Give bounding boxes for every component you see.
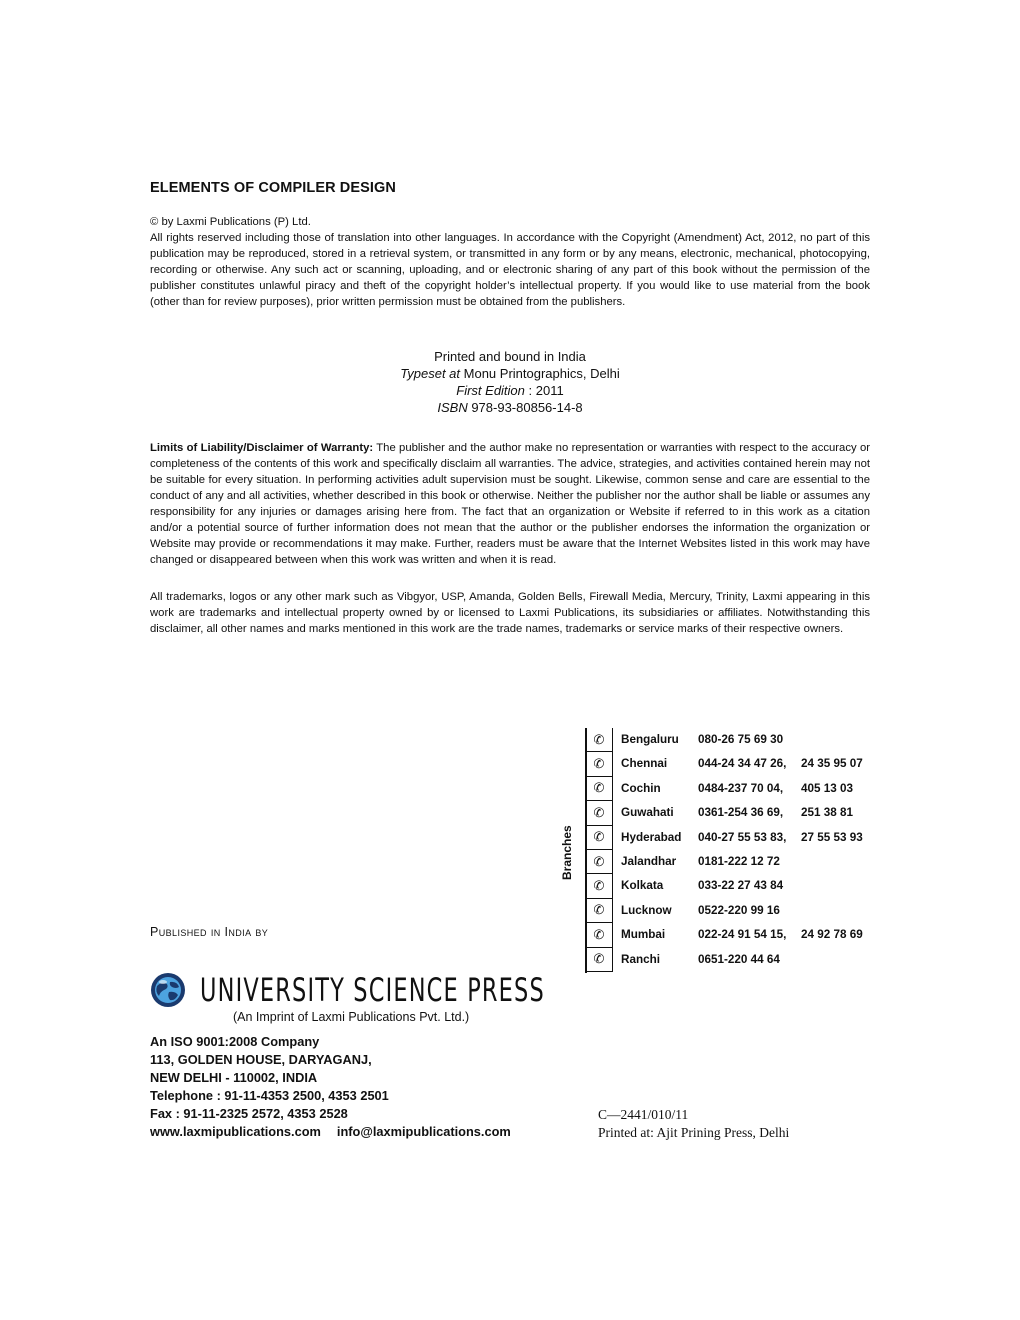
branch-phone: 040-27 55 53 83, — [698, 830, 787, 844]
disclaimer — [150, 440, 870, 568]
phone-icon: ✆ — [587, 850, 613, 874]
printed-bound: Printed and bound in India — [434, 349, 586, 364]
typeset-value: Monu Printographics, Delhi — [463, 366, 620, 381]
branch-city: Bengaluru — [621, 733, 679, 746]
branch-city: Ranchi — [621, 952, 660, 966]
branch-row — [585, 826, 885, 850]
disclaimer-heading: Limits of Liability/Disclaimer of Warranty: — [150, 442, 374, 454]
branch-phone-alt: 251 38 81 — [801, 806, 853, 820]
edition-label: First Edition — [456, 383, 525, 398]
address-line: Fax : 91-11-2325 2572, 4353 2528 — [150, 1106, 348, 1121]
branch-city: Mumbai — [621, 928, 666, 942]
contact-line — [150, 1123, 511, 1141]
edition-value: : 2011 — [528, 383, 564, 398]
phone-icon: ✆ — [587, 752, 613, 776]
published-by: Published in India by — [150, 925, 269, 939]
phone-icon: ✆ — [587, 923, 613, 947]
phone-icon: ✆ — [587, 948, 613, 972]
branch-phone: 0651-220 44 64 — [698, 952, 780, 966]
branch-phone: 022-24 91 54 15, — [698, 928, 787, 942]
typeset-line — [150, 365, 870, 382]
copyright-holder: © by Laxmi Publications (P) Ltd. — [150, 216, 311, 228]
branch-phone: 080-26 75 69 30 — [698, 733, 784, 746]
copyright-notice — [150, 214, 870, 310]
branch-phone: 0181-222 12 72 — [698, 855, 780, 868]
branch-row — [585, 801, 885, 825]
book-title: ELEMENTS OF COMPILER DESIGN — [150, 180, 396, 196]
publisher-address — [150, 1033, 511, 1141]
imprint-line: (An Imprint of Laxmi Publications Pvt. Ltd.) — [233, 1010, 470, 1024]
website: www.laxmipublications.com — [150, 1124, 321, 1139]
branch-row — [585, 752, 885, 776]
printer-info — [598, 1106, 789, 1142]
phone-icon: ✆ — [587, 874, 613, 898]
trademarks-notice: All trademarks, logos or any other mark such as Vibgyor, USP, Amanda, Golden Bells, Firewall Media, Mercury, Trinity, Laxmi appearing in this work are trademarks and intellectual property owned by or licensed to Laxmi Publications, its subsidiaries or affiliates. Notwithstanding this disclaimer, all other names and marks mentioned in this work are the trade names, trademarks or service marks of their respective owners. — [150, 591, 870, 635]
copyright-text: All rights reserved including those of translation into other languages. In accordance with the Copyright (Amendment) Act, 2012, no part of this publication may be reproduced, stored in a retrieval system, or transmitted in any form or by any means, electronic, mechanical, photocopying, recording or otherwise. Any such act or scanning, uploading, and or electronic sharing of any part of this book without the permission of the publisher constitutes unlawful piracy and theft of the copyright holder’s intellectual property. If you would like to use material from the book (other than for review purposes), prior written permission must be obtained from the publishers. — [150, 232, 870, 308]
press-name: UNIVERSITY SCIENCE PRESS — [200, 971, 545, 1009]
edition-line — [150, 382, 870, 399]
branch-city: Guwahati — [621, 806, 674, 820]
typeset-label: Typeset at — [400, 366, 461, 381]
phone-icon: ✆ — [587, 801, 613, 825]
isbn-label: ISBN — [437, 400, 468, 415]
email: info@laxmipublications.com — [336, 1124, 511, 1139]
branch-phone-alt: 27 55 53 93 — [801, 830, 863, 844]
branch-phone: 0522-220 99 16 — [698, 903, 780, 917]
phone-icon: ✆ — [587, 899, 613, 923]
branch-city: Cochin — [621, 781, 661, 795]
isbn-line — [150, 399, 870, 416]
phone-icon: ✆ — [587, 777, 613, 801]
branch-city: Kolkata — [621, 879, 664, 893]
isbn-value: 978-93-80856-14-8 — [471, 400, 583, 415]
branches-label: Branches — [560, 825, 574, 880]
address-line: An ISO 9001:2008 Company — [150, 1034, 320, 1049]
branch-city: Jalandhar — [621, 855, 677, 868]
disclaimer-text: The publisher and the author make no representation or warranties with respect to the accuracy or completeness of the contents of this work and specifically disclaim all warranties. The advice, strategies, and activities contained herein may not be suitable for every situation. In performing activities adult supervision must be sought. Likewise, common sense and care are essential to the conduct of any and all activities, whether described in this book or otherwise. Neither the publisher nor the author shall be liable or assumes any responsibility for any injuries or damages arising here from. The fact that an organization or Website if referred to in this work as a citation and/or a potential source of further information does not mean that the author or the publisher endorses the information the organization or Website may provide or recommendations it may make. Further, readers must be aware that the Internet Websites listed in this work may have changed or disappeared between when this work was written and when it is read. — [150, 442, 870, 566]
printed-at: Printed at: Ajit Prining Press, Delhi — [598, 1125, 790, 1140]
branch-phone: 0484-237 70 04, — [698, 781, 784, 795]
phone-icon: ✆ — [587, 728, 613, 752]
globe-logo-icon — [150, 972, 186, 1008]
branch-city: Hyderabad — [621, 830, 682, 844]
branch-row — [585, 874, 885, 898]
branch-phone: 0361-254 36 69, — [698, 806, 784, 820]
branch-row — [585, 728, 885, 752]
branch-row — [585, 899, 885, 923]
branch-phone-alt: 405 13 03 — [801, 781, 853, 795]
branch-phone-alt: 24 35 95 07 — [801, 757, 863, 771]
address-line: 113, GOLDEN HOUSE, DARYAGANJ, — [150, 1052, 372, 1067]
branch-city: Chennai — [621, 757, 668, 771]
address-line: NEW DELHI - 110002, INDIA — [150, 1070, 318, 1085]
branch-city: Lucknow — [621, 903, 672, 917]
phone-icon: ✆ — [587, 826, 613, 850]
branch-row — [585, 923, 885, 947]
branch-row — [585, 777, 885, 801]
printer-code: C—2441/010/11 — [598, 1107, 689, 1122]
branch-phone-alt: 24 92 78 69 — [801, 928, 863, 942]
address-line: Telephone : 91-11-4353 2500, 4353 2501 — [150, 1088, 389, 1103]
branch-row — [585, 948, 885, 972]
print-details — [150, 348, 870, 416]
branch-phone: 033-22 27 43 84 — [698, 879, 784, 893]
branch-row — [585, 850, 885, 874]
branch-phone: 044-24 34 47 26, — [698, 757, 787, 771]
